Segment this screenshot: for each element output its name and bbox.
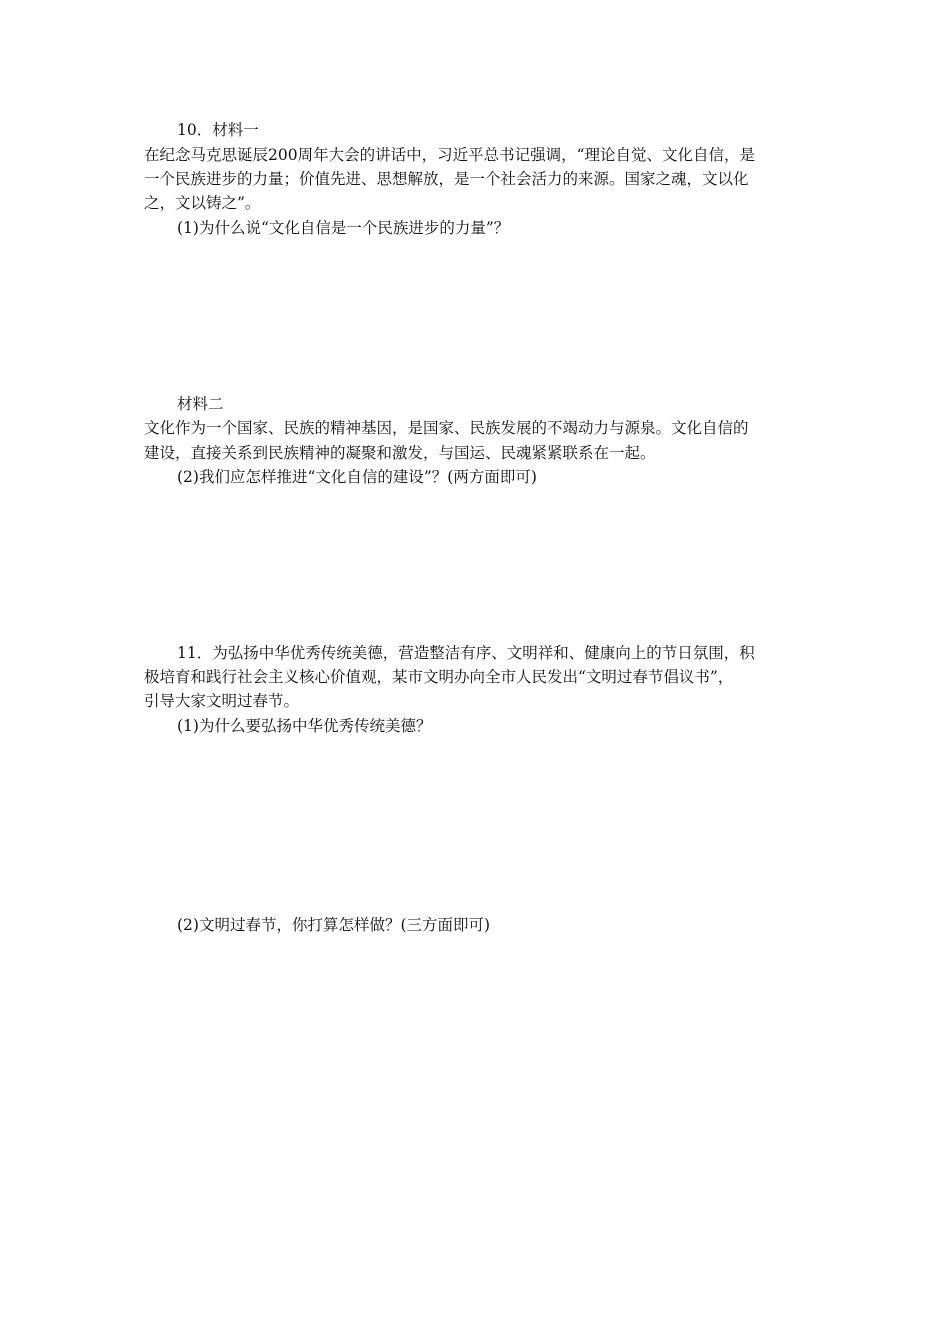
q11-stem-line-3: 引导大家文明过春节。 (144, 692, 300, 710)
q11-stem-line-1: 11．为弘扬中华优秀传统美德，营造整洁有序、文明祥和、健康向上的节日氛围，积 (177, 644, 755, 662)
q10-material2-line-1: 文化作为一个国家、民族的精神基因，是国家、民族发展的不竭动力与源泉。文化自信的 (144, 419, 749, 437)
q10-material1-line-1: 在纪念马克思诞辰200周年大会的讲话中，习近平总书记强调，“理论自觉、文化自信，是 (144, 146, 756, 164)
q10-heading: 10．材料一 (177, 121, 259, 139)
q10-material2-heading: 材料二 (177, 395, 224, 413)
q10-sub-question-1: (1)为什么说“文化自信是一个民族进步的力量”？ (177, 219, 510, 237)
q11-stem-line-2: 极培育和践行社会主义核心价值观，某市文明办向全市人民发出“文明过春节倡议书”， (144, 668, 734, 686)
q10-sub-question-2: (2)我们应怎样推进“文化自信的建设”？(两方面即可) (177, 468, 537, 486)
q10-material2-line-2: 建设，直接关系到民族精神的凝聚和激发，与国运、民魂紧紧联系在一起。 (144, 444, 656, 462)
q10-material1-line-3: 之，文以铸之”。 (144, 194, 261, 212)
q11-sub-question-2: (2)文明过春节，你打算怎样做？(三方面即可) (177, 916, 491, 934)
q10-material1-line-2: 一个民族进步的力量；价值先进、思想解放，是一个社会活力的来源。国家之魂，文以化 (144, 170, 749, 188)
q11-sub-question-1: (1)为什么要弘扬中华优秀传统美德？ (177, 717, 432, 735)
